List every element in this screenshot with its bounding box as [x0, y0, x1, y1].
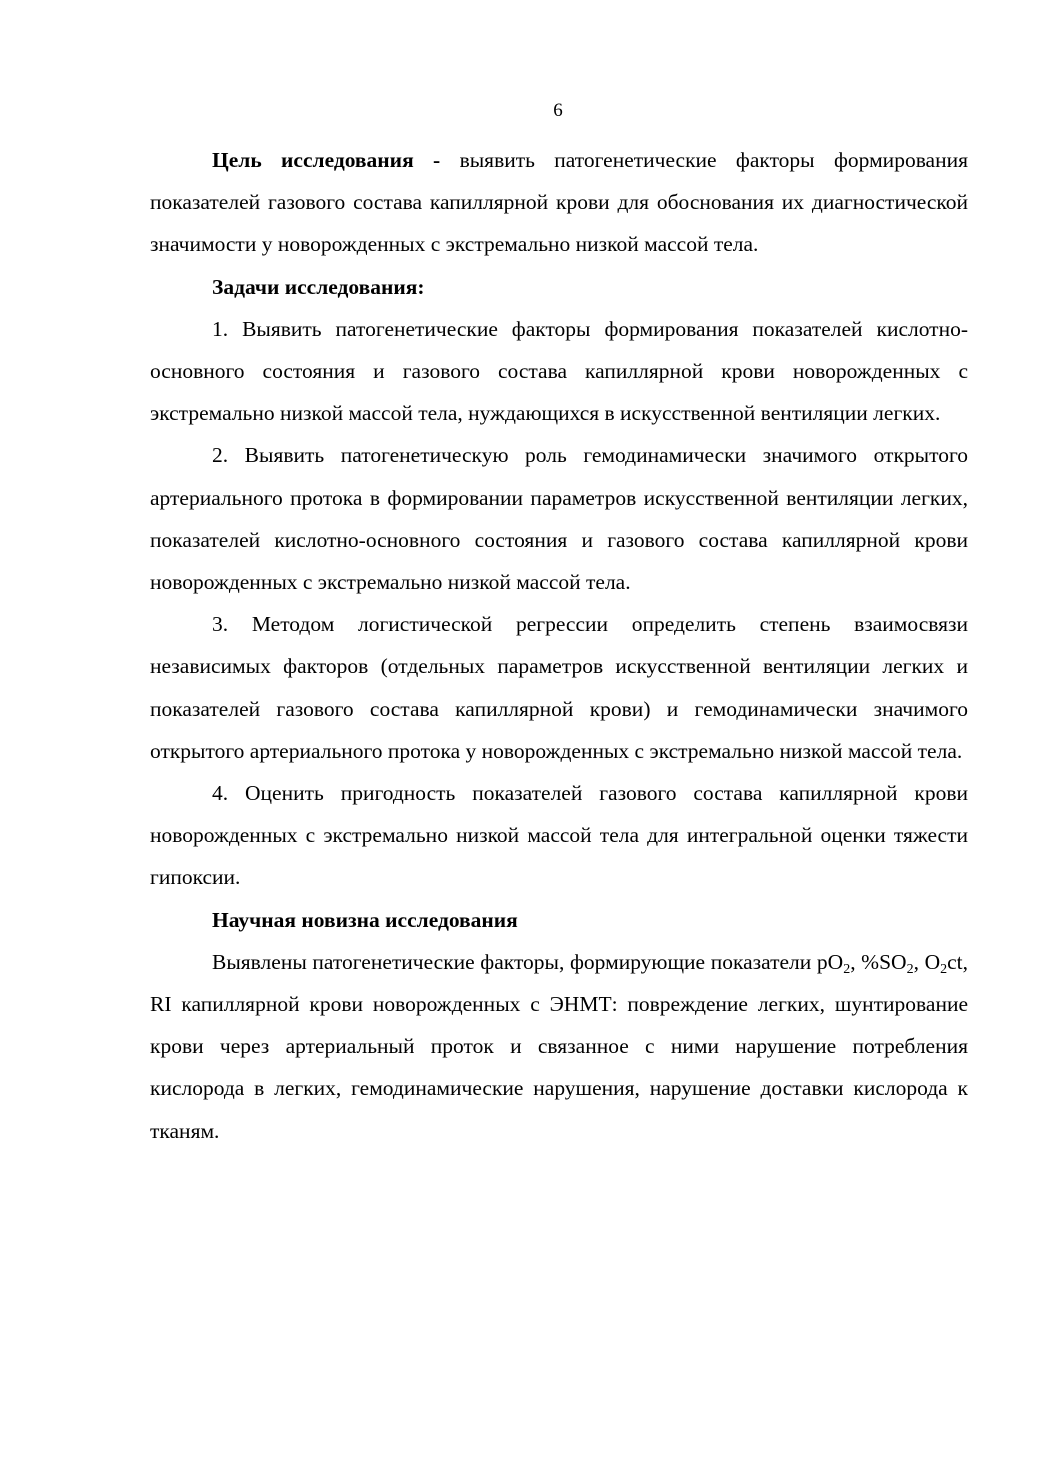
tasks-heading: Задачи исследования:: [212, 274, 425, 299]
novelty-text-3: , O: [913, 949, 941, 974]
novelty-text-1: Выявлены патогенетические факторы, формирующие показатели pO: [212, 949, 844, 974]
task-item-3: 3. Методом логистической регрессии определить степень взаимосвязи независимых факторов (отдельных параметров искусственной вентиляции легких и показателей газового состава капиллярной крови) и гемодинамически значимого открытого артериального протока у новорожденных с экстремально низкой массой тела.: [150, 612, 968, 763]
subscript-2: 2: [940, 961, 948, 977]
novelty-heading: Научная новизна исследования: [212, 907, 518, 932]
goal-text: выявить патогенетические факторы формирования показателей газового состава капиллярной крови для обоснования их диагностической значимости у новорожденных с экстремально низкой массой тела.: [150, 148, 969, 257]
task-item-1: 1. Выявить патогенетические факторы формирования показателей кислотно-основного состояния и газового состава капиллярной крови новорожденных с экстремально низкой массой тела, нуждающихся в искусственной вентиляции легких.: [150, 316, 968, 426]
goal-label: Цель исследования -: [212, 148, 441, 172]
page-number: 6: [553, 100, 563, 121]
novelty-text-2: , %SO: [850, 949, 907, 974]
task-item-2: 2. Выявить патогенетическую роль гемодинамически значимого открытого артериального протока в формировании параметров искусственной вентиляции легких, показателей кислотно-основного состояния и газового состава капиллярной крови новорожденных с экстремально низкой массой тела.: [150, 443, 968, 595]
novelty-text-4: ct, RI капиллярной крови новорожденных с ЭНМТ: повреждение легких, шунтирование крови через артериальный проток и связанное с ними нарушение потребления кислорода в легких, гемодинамические нарушения, нарушение доставки кислорода к тканям.: [150, 949, 969, 1143]
novelty-paragraph: [150, 941, 968, 1152]
document-body: [150, 139, 968, 1152]
subscript-2: 2: [906, 961, 914, 977]
goal-paragraph: [150, 139, 968, 266]
subscript-2: 2: [843, 961, 851, 977]
task-item-4: 4. Оценить пригодность показателей газового состава капиллярной крови новорожденных с экстремально низкой массой тела для интегральной оценки тяжести гипоксии.: [150, 781, 968, 890]
